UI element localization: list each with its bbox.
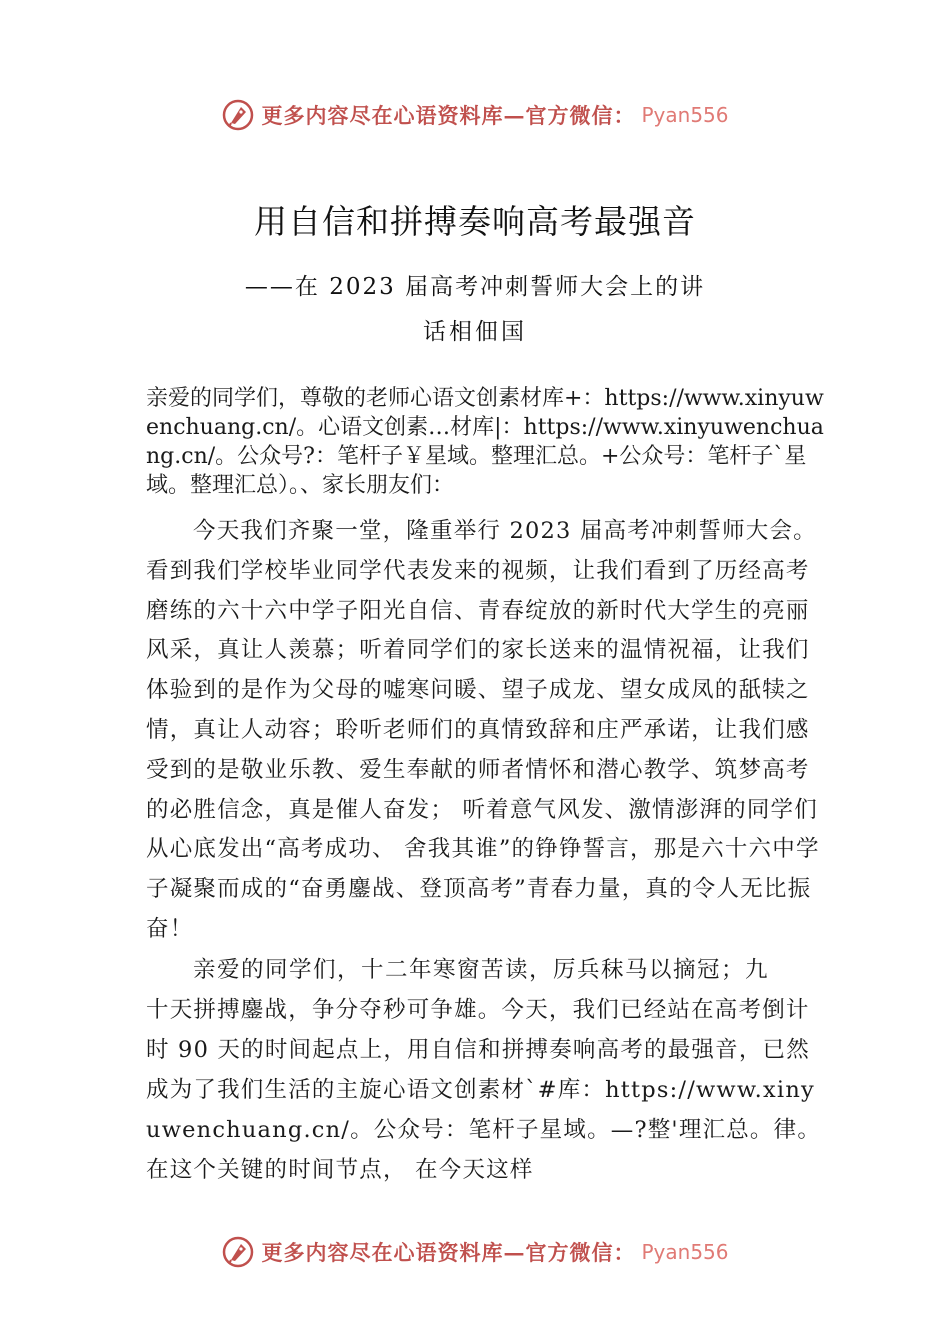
banner-text: 更多内容尽在心语资料库—官方微信： bbox=[261, 103, 636, 128]
body-paragraph: 十天拼搏鏖战，争分夺秒可争雄。今天，我们已经站在高考倒计时 90 天的时间起点上，用自信和拼搏奏响高考的最强音，已然成为了我们生活的主旋心语文创素材`#库：https://www.xinyuwenchuang.cn/。公众号：笔杆子星域。—?整'理汇总。律。在这个关键的时间节点， 在今天这样 bbox=[146, 997, 822, 1183]
banner-text: 更多内容尽在心语资料库—官方微信： bbox=[261, 1240, 636, 1265]
banner-wechat-id: Pyan556 bbox=[641, 1240, 729, 1264]
footer-watermark-banner bbox=[0, 1232, 950, 1272]
document-title: 用自信和拼搏奏响高考最强音 bbox=[254, 202, 696, 241]
greeting-paragraph: 亲爱的同学们，尊敬的老师心语文创素材库+：https://www.xinyuwenchuang.cn/。心语文创素…材库|：https://www.xinyuwenchuang.cn/。公众号?：笔杆子￥星域。整理汇总。+公众号：笔杆子`星域。整理汇总）。、家长朋友们： bbox=[146, 386, 824, 498]
header-watermark-banner bbox=[0, 95, 950, 135]
body-paragraph: 今天我们齐聚一堂，隆重举行 2023 届高考冲刺誓师大会。看到我们学校毕业同学代表发来的视频，让我们看到了历经高考磨练的六十六中学子阳光自信、青春绽放的新时代大学生的亮丽风采，真让人羡慕；听着同学们的家长送来的温情祝福，让我们体验到的是作为父母的嘘寒问暖、望子成龙、望女成凤的舐犊之情，真让人动容；聆听老师们的真情致辞和庄严承诺，让我们感受到的是敬业乐教、爱生奉献的师者情怀和潜心教学、筑梦高考的必胜信念，真是催人奋发； 听着意气风发、激情澎湃的同学们从心底发出“高考成功、 舍我其谁”的铮铮誓言，那是六十六中学子凝聚而成的“奋勇鏖战、登顶高考”青春力量，真的令人无比振奋！ bbox=[146, 518, 820, 942]
document-subtitle: ——在 2023 届高考冲刺誓师大会上的讲 bbox=[244, 274, 706, 300]
body-paragraph: 亲爱的同学们，十二年寒窗苦读，厉兵秣马以摘冠；九 bbox=[193, 957, 770, 983]
pen-nib-logo-icon bbox=[221, 1235, 255, 1269]
banner-wechat-id: Pyan556 bbox=[641, 103, 729, 127]
document-subtitle-continued: 话相佃国 bbox=[423, 319, 527, 345]
pen-nib-logo-icon bbox=[221, 98, 255, 132]
